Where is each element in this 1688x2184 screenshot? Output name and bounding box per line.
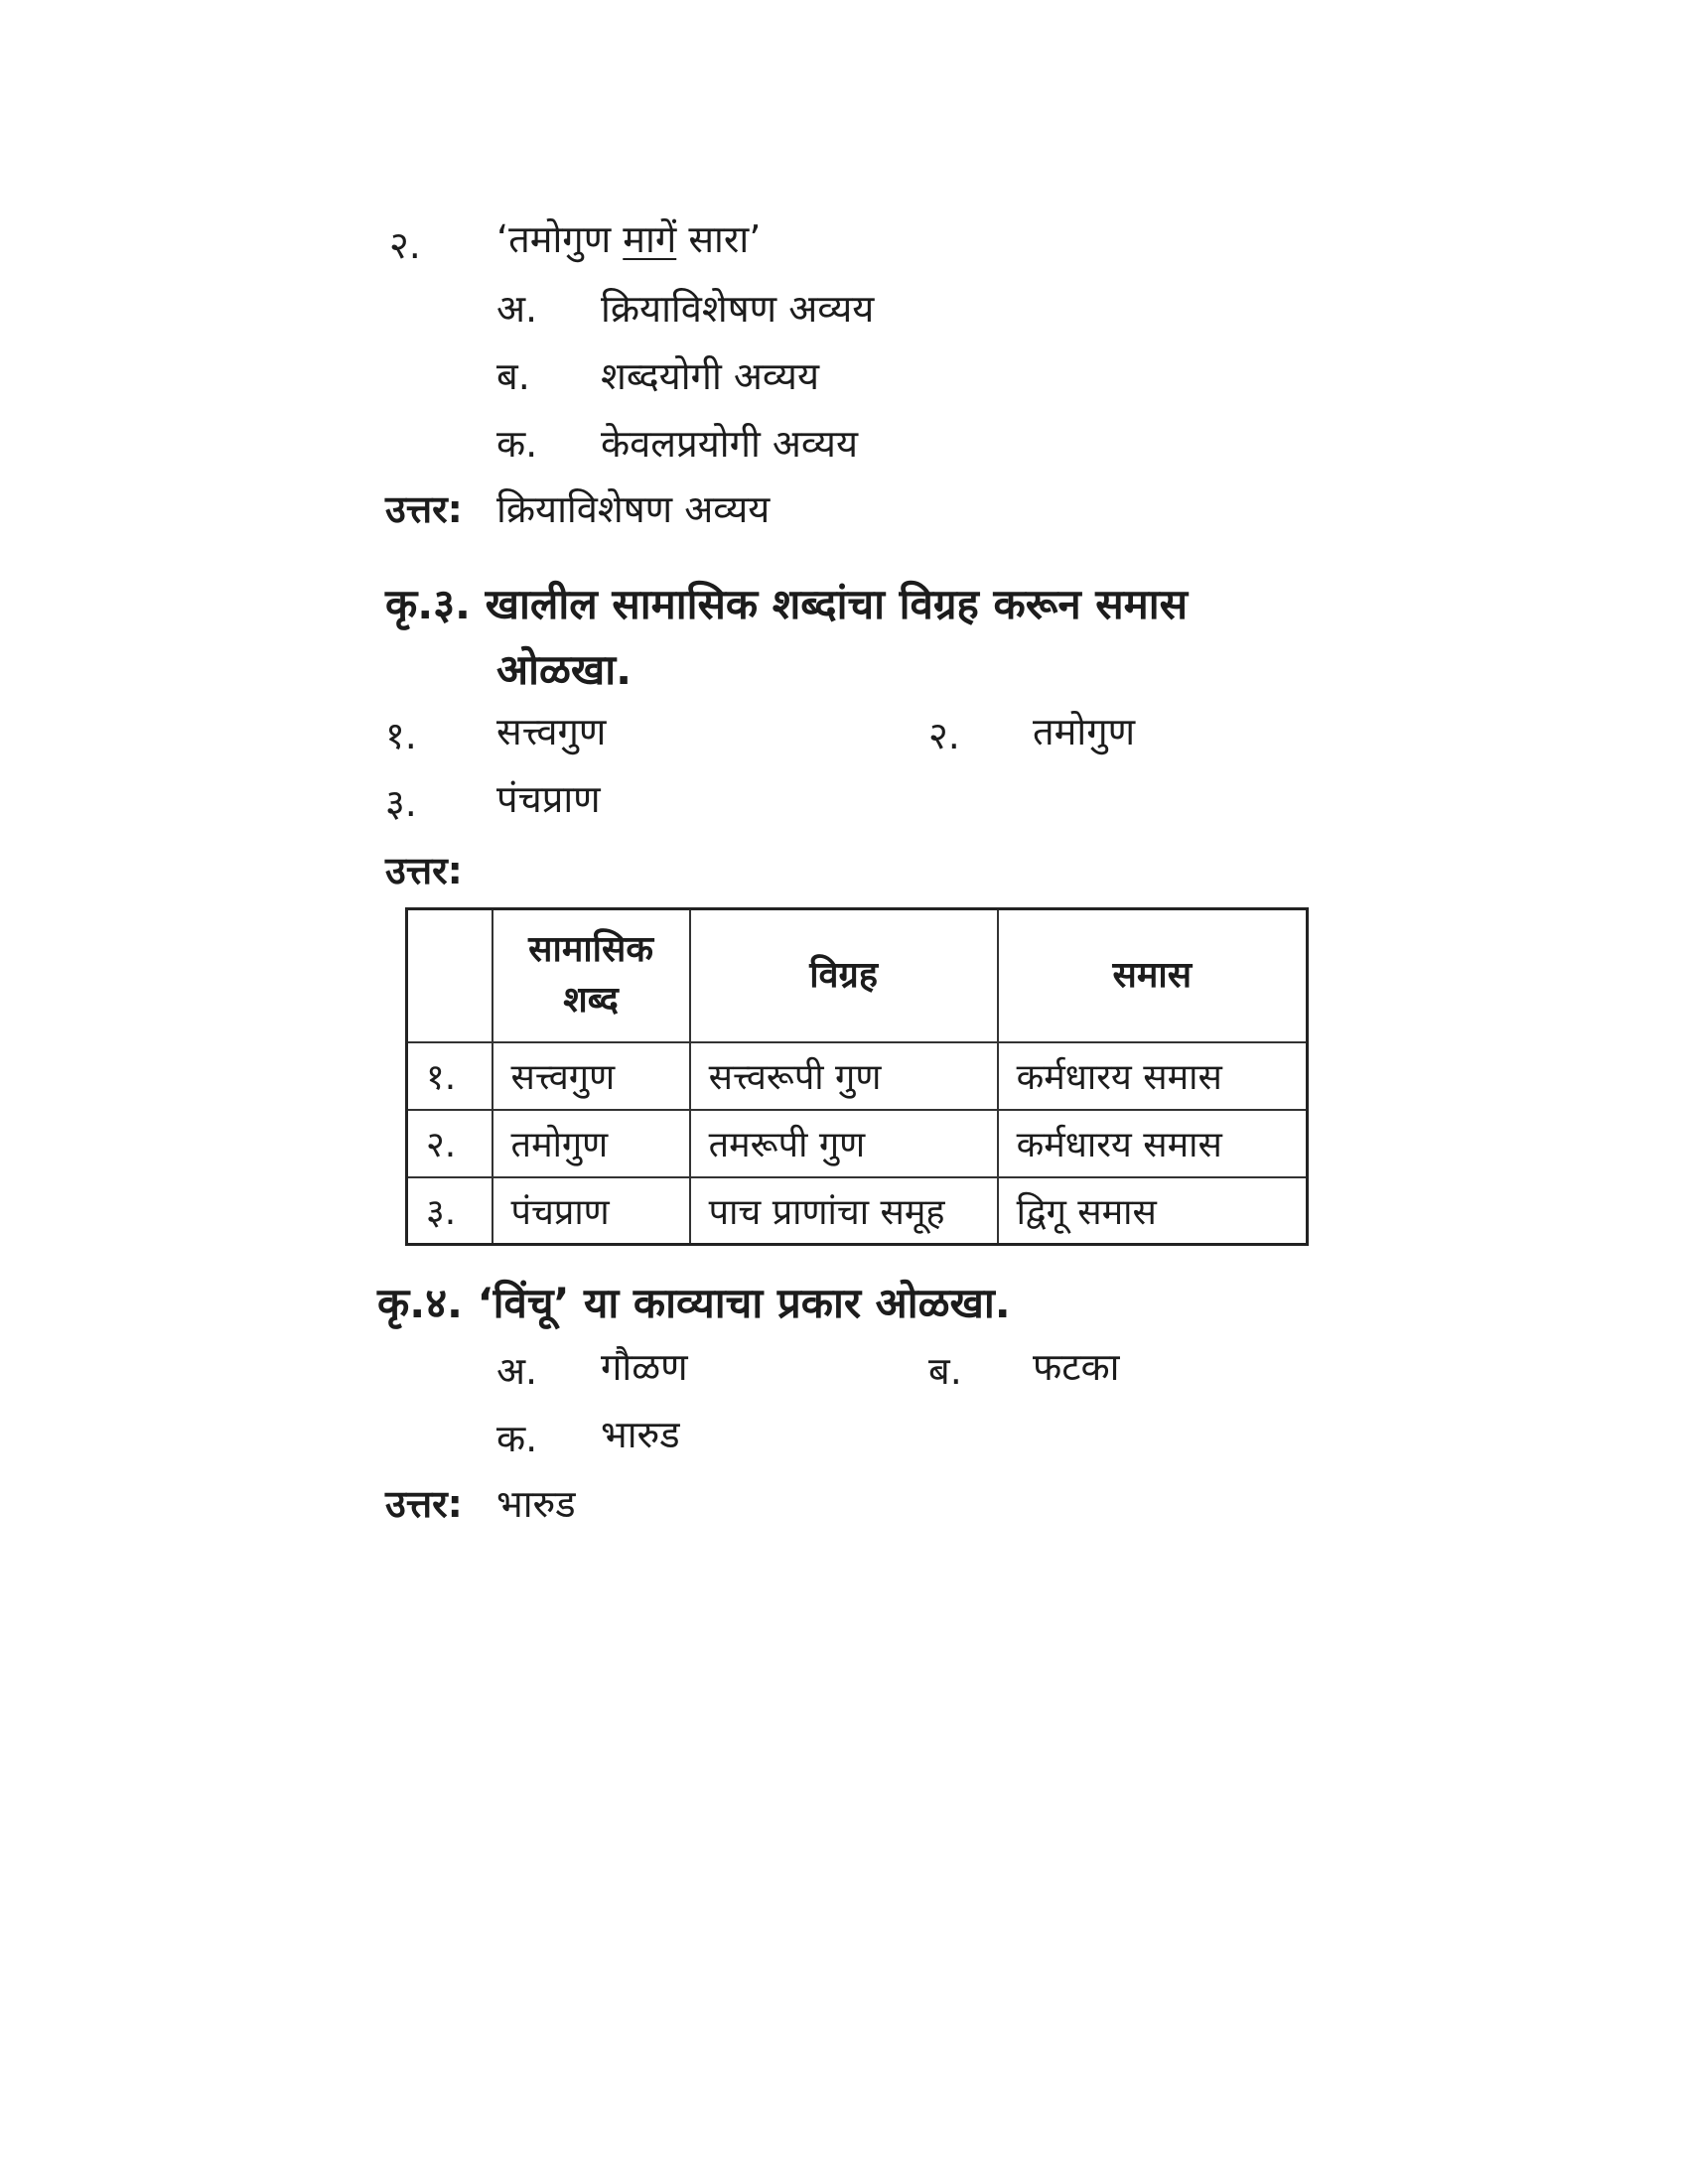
table-cell-vigrah: सत्त्वरूपी गुण: [690, 1042, 998, 1110]
table-cell-word: तमोगुण: [492, 1110, 690, 1177]
q4-option-label-c: क.: [496, 1417, 538, 1460]
table-cell-samas: कर्मधारय समास: [998, 1110, 1308, 1177]
q2-quote-underlined: मागें: [623, 217, 677, 261]
q4-heading: कृ.४. ‘विंचू’ या काव्याचा प्रकार ओळखा.: [377, 1279, 1011, 1327]
q2-number: २.: [389, 223, 421, 267]
q3-word-text-2: तमोगुण: [1033, 710, 1136, 753]
q4-answer-text: भारुड: [496, 1482, 576, 1526]
q2-quote-close: सारा’: [676, 217, 762, 261]
q2-quote: [496, 217, 762, 261]
table-cell-word: पंचप्राण: [492, 1177, 690, 1245]
table-header-samas: समास: [998, 909, 1308, 1042]
table-cell-vigrah: पाच प्राणांचा समूह: [690, 1177, 998, 1245]
table-header-samasik-shabd: सामासिक शब्द: [492, 909, 690, 1042]
samas-answer-table: [405, 907, 1309, 1246]
q4-option-label-b: ब.: [928, 1349, 962, 1393]
table-header-serial: [407, 909, 492, 1042]
table-row: [407, 1177, 1308, 1245]
q2-option-text-c: केवलप्रयोगी अव्यय: [601, 422, 859, 466]
q3-word-text-3: पंचप्राण: [496, 777, 601, 821]
q4-option-text-c: भारुड: [601, 1413, 680, 1456]
table-cell-samas: द्विगू समास: [998, 1177, 1308, 1245]
table-row: [407, 1110, 1308, 1177]
q3-word-text-1: सत्त्वगुण: [496, 710, 607, 753]
q4-answer-label: उत्तर:: [385, 1482, 463, 1526]
q2-option-text-a: क्रियाविशेषण अव्यय: [601, 287, 875, 331]
table-cell-samas: कर्मधारय समास: [998, 1042, 1308, 1110]
q4-option-label-a: अ.: [496, 1349, 538, 1393]
table-header-row: [407, 909, 1308, 1042]
q2-answer-label: उत्तर:: [385, 487, 463, 531]
q4-option-text-a: गौळण: [601, 1345, 688, 1389]
q3-word-label-1: १.: [385, 714, 417, 757]
q3-word-label-2: २.: [928, 714, 960, 757]
q2-option-label-b: ब.: [496, 354, 530, 398]
q3-heading-line1: कृ.३. खालील सामासिक शब्दांचा विग्रह करून समास: [385, 580, 1189, 628]
table-cell-word: सत्त्वगुण: [492, 1042, 690, 1110]
q2-option-label-a: अ.: [496, 287, 538, 331]
table-cell-serial: १.: [407, 1042, 492, 1110]
table-header-vigrah: विग्रह: [690, 909, 998, 1042]
q2-option-text-b: शब्दयोगी अव्यय: [601, 354, 819, 398]
table-row: [407, 1042, 1308, 1110]
table-cell-serial: २.: [407, 1110, 492, 1177]
q3-answer-label: उत्तर:: [385, 849, 463, 892]
q2-quote-open: ‘तमोगुण: [496, 217, 624, 261]
q2-answer-text: क्रियाविशेषण अव्यय: [496, 487, 771, 531]
q3-word-label-3: ३.: [385, 781, 417, 825]
q2-option-label-c: क.: [496, 422, 538, 466]
q3-heading-line2: ओळखा.: [496, 645, 633, 694]
table-cell-vigrah: तमरूपी गुण: [690, 1110, 998, 1177]
table-cell-serial: ३.: [407, 1177, 492, 1245]
q4-option-text-b: फटका: [1033, 1345, 1120, 1389]
